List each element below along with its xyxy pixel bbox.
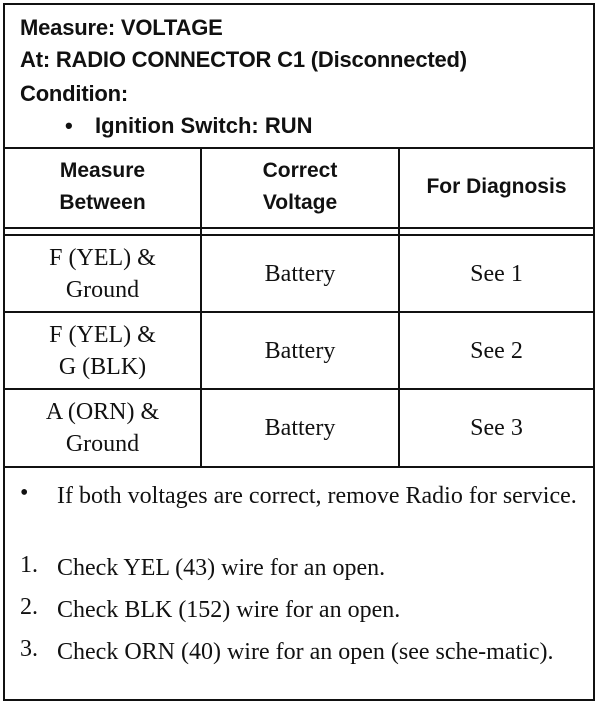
test-header bbox=[5, 5, 593, 149]
note-text: Check YEL (43) wire for an open. bbox=[57, 555, 386, 581]
note-number: 1. bbox=[20, 552, 38, 578]
note-number: 3. bbox=[20, 636, 38, 662]
condition-item bbox=[65, 113, 313, 139]
header-correct-voltage: Correct Voltage bbox=[262, 159, 338, 214]
condition-text: Ignition Switch: RUN bbox=[95, 113, 313, 138]
notes-top-rule bbox=[5, 466, 593, 468]
connector-location: At: RADIO CONNECTOR C1 (Disconnected) bbox=[20, 47, 467, 72]
header-rule-top bbox=[5, 227, 593, 229]
diagnosis-notes bbox=[5, 466, 593, 699]
row-3-between: A (ORN) & Ground bbox=[45, 399, 160, 457]
header-measure-between: Measure Between bbox=[59, 159, 146, 214]
note-bullet: • bbox=[20, 480, 29, 506]
row-1-diagnosis: See 1 bbox=[470, 260, 523, 287]
note-text: Check ORN (40) wire for an open (see sche-matic). bbox=[57, 639, 554, 665]
row-2-diagnosis: See 2 bbox=[470, 337, 523, 364]
note-text: Check BLK (152) wire for an open. bbox=[57, 597, 401, 623]
row-2-voltage: Battery bbox=[264, 337, 336, 364]
measure-title: Measure: VOLTAGE bbox=[20, 15, 223, 40]
row-1-voltage: Battery bbox=[264, 260, 336, 287]
row-3-diagnosis: See 3 bbox=[470, 415, 523, 441]
condition-label: Condition: bbox=[20, 81, 128, 106]
header-for-diagnosis: For Diagnosis bbox=[426, 175, 567, 198]
note-text: If both voltages are correct, remove Radio for service. bbox=[57, 483, 577, 509]
diagnostic-chart bbox=[3, 3, 595, 701]
note-number: 2. bbox=[20, 594, 38, 620]
row-3-voltage: Battery bbox=[264, 415, 336, 441]
bullet-marker: • bbox=[65, 113, 73, 138]
measurement-table bbox=[5, 147, 593, 466]
row-1-between: F (YEL) & Ground bbox=[49, 244, 156, 303]
row-2-between: F (YEL) & G (BLK) bbox=[49, 321, 156, 380]
